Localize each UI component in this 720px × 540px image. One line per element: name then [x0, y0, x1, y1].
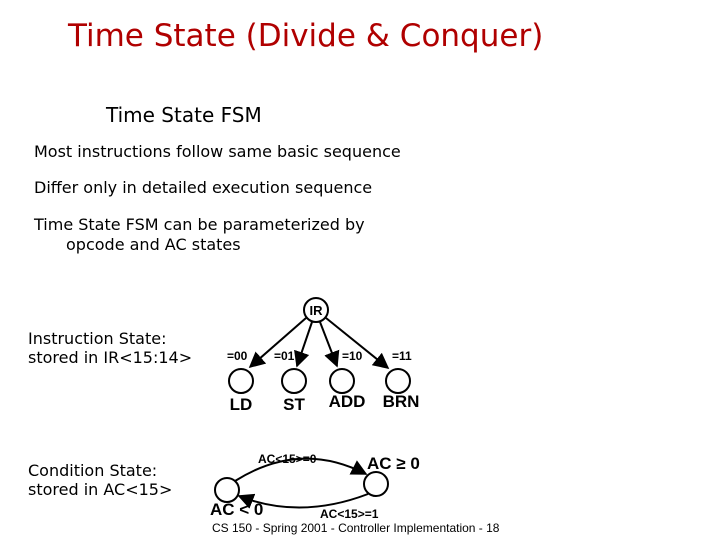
ir-edge-11-label: =11 — [392, 349, 412, 363]
condition-state-line1: Condition State: — [28, 461, 158, 480]
state-node-add — [330, 369, 354, 393]
ir-edge-10 — [320, 322, 337, 366]
ac-left-state-label: AC < 0 — [210, 500, 264, 519]
ac-right-state-label: AC ≥ 0 — [367, 454, 420, 473]
state-label-brn: BRN — [382, 392, 420, 411]
slide-title: Time State (Divide & Conquer) — [68, 18, 544, 54]
ac-fsm — [210, 452, 420, 521]
state-node-ld — [229, 369, 253, 393]
bullet-2-text: Differ only in detailed execution sequence — [34, 178, 373, 197]
ac-edge-bottom-label: AC<15>=1 — [320, 507, 379, 521]
ir-edge-10-label: =10 — [342, 349, 363, 363]
bullet-3-text: Time State FSM can be parameterized by — [34, 215, 365, 234]
state-node-ac-nonnegative — [364, 472, 388, 496]
bullet-1-text: Most instructions follow same basic sequence — [34, 142, 401, 161]
ir-root-label: IR — [309, 303, 323, 318]
ir-edge-01-label: =01 — [274, 349, 295, 363]
ir-edge-00-label: =00 — [227, 349, 248, 363]
ir-tree — [227, 298, 419, 414]
ir-edge-01 — [297, 322, 312, 366]
ac-edge-top-label: AC<15>=0 — [258, 452, 317, 466]
bullet-3-continuation: opcode and AC states — [66, 235, 241, 254]
condition-state-line2: stored in AC<15> — [28, 480, 173, 499]
slide-footer: CS 150 - Spring 2001 - Controller Implementation - 18 — [212, 521, 500, 535]
instruction-state-line2: stored in IR<15:14> — [28, 348, 193, 367]
state-label-add: ADD — [328, 392, 366, 411]
state-node-brn — [386, 369, 410, 393]
state-label-ld: LD — [229, 395, 253, 414]
state-label-st: ST — [283, 395, 305, 414]
slide-subtitle: Time State FSM — [106, 103, 262, 127]
instruction-state-line1: Instruction State: — [28, 329, 167, 348]
state-node-st — [282, 369, 306, 393]
